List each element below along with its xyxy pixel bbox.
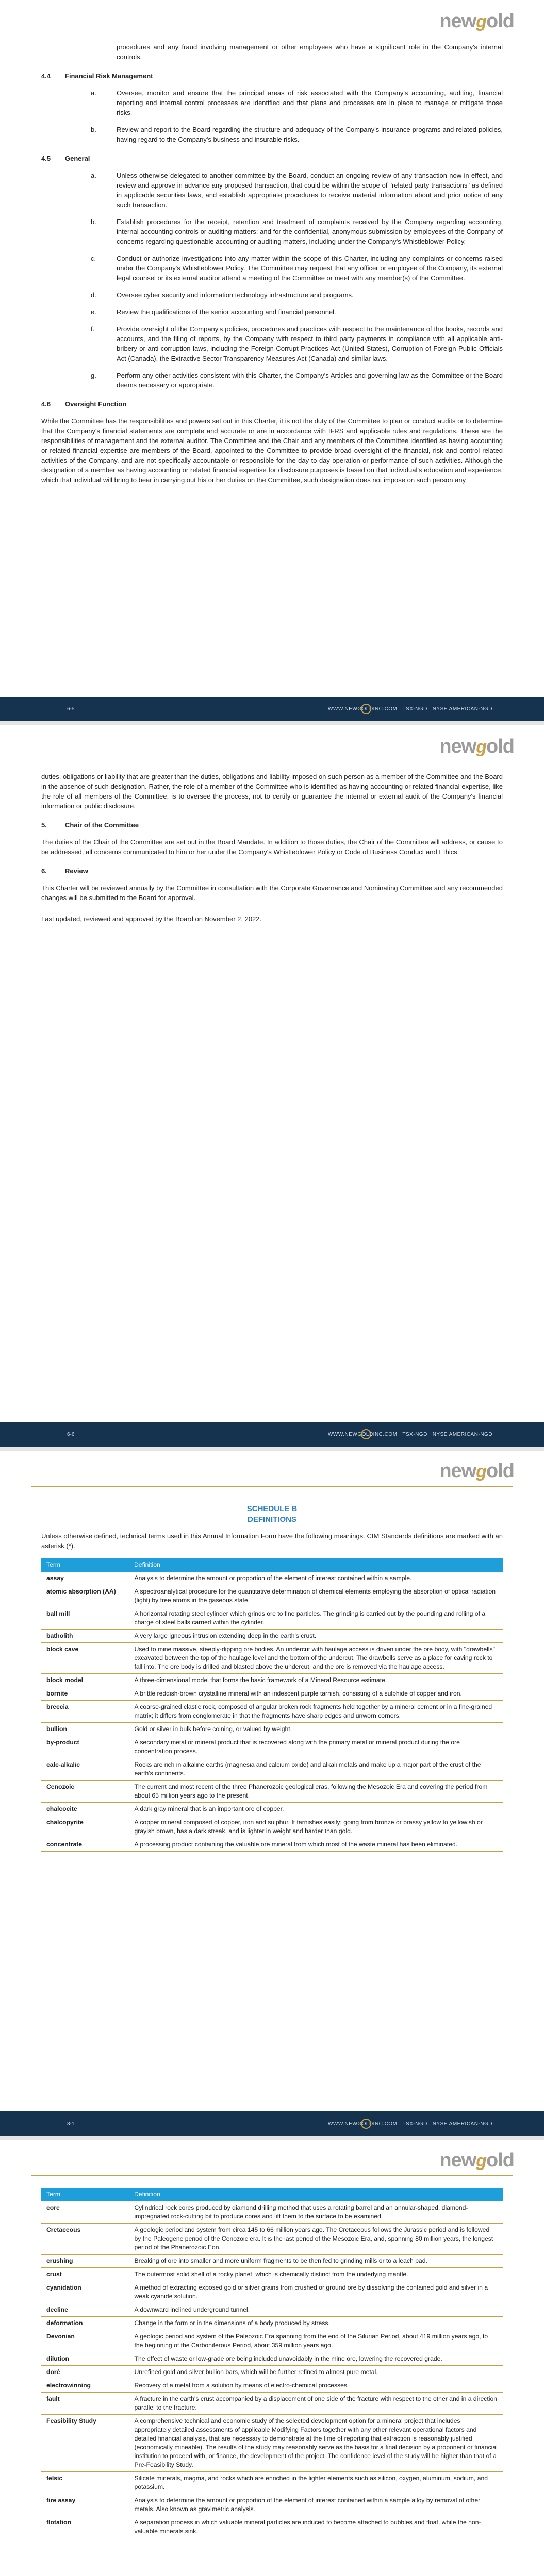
term: calc-alkalic bbox=[41, 1758, 129, 1781]
document-page-1 bbox=[0, 0, 544, 721]
table-row bbox=[41, 1701, 503, 1723]
table-header-row bbox=[41, 1558, 503, 1572]
definitions-table bbox=[41, 1558, 503, 1852]
definitions-intro: Unless otherwise defined, technical terms used in this Annual Information Form have the following meanings. CIM Standards definitions are marked with an asterisk (*). bbox=[41, 1532, 503, 1550]
table-row bbox=[41, 1585, 503, 1607]
footer-contact: WWW.NEWGOLDINC.COM TSX-NGD NYSE AMERICAN-NGD bbox=[327, 1432, 492, 1437]
list-item: a. Oversee, monitor and ensure that the principal areas of risk associated with the Company's accounting, auditing, financial reporting and internal control processes are identified and that plans and processes are in place to manage or mitigate those risks. bbox=[91, 89, 503, 116]
term: atomic absorption (AA) bbox=[41, 1585, 129, 1607]
paragraph: This Charter will be reviewed annually by the Committee in consultation with the Corporate Governance and Nominating Committee and any recommended changes will be submitted to the Board for approval. bbox=[41, 884, 503, 902]
term: Cretaceous bbox=[41, 2224, 129, 2255]
page-number: 6-5 bbox=[67, 706, 75, 712]
list-item: c. Conduct or authorize investigations into any matter within the scope of this Charter, including any complaints or concerns raised under the Company's Whistleblower Policy. The Committee may request that any officer or employee of the Company, its external legal counsel or its external auditor attend a meeting of the Committee or meet with any member(s) of the Committee. bbox=[91, 255, 503, 282]
list-item: f. Provide oversight of the Company's policies, procedures and practices with respect to the maintenance of the books, records and accounts, and the filing of reports, by the Company with respect to third party payments in compliance with all applicable anti-bribery or anti-corruption laws, including the Foreign Corrupt Practices Act (United States), Corruption of Foreign Public Officials Act (Canada), the Extractive Sector Transparency Measures Act (Canada) and similar laws. bbox=[91, 325, 503, 362]
header-rule bbox=[31, 1486, 513, 1487]
table-row bbox=[41, 2379, 503, 2393]
term: Feasibility Study bbox=[41, 2415, 129, 2472]
term: core bbox=[41, 2201, 129, 2224]
last-updated: Last updated, reviewed and approved by the Board on November 2, 2022. bbox=[41, 915, 262, 923]
table-row bbox=[41, 2224, 503, 2255]
table-row bbox=[41, 1816, 503, 1838]
definition-header: Definition bbox=[129, 2188, 503, 2201]
definition: Cylindrical rock cores produced by diamond drilling method that uses a rotating barrel and an annular-shaped, diamond-impregnated rock-cutting bit to produce cores and lift them to the surface to be examined. bbox=[129, 2201, 503, 2224]
table-row bbox=[41, 1723, 503, 1736]
table-row bbox=[41, 1736, 503, 1758]
list-item: a. Unless otherwise delegated to another committee by the Board, conduct an ongoing review of any transaction now in effect, and review and approve in advance any proposed transaction, that could be within the scope of "related party transactions" as defined in applicable securities laws, and establish appropriate procedures to receive material information about and prior notice of any such transaction. bbox=[91, 172, 503, 209]
table-row bbox=[41, 1758, 503, 1781]
document-page-3 bbox=[0, 1451, 544, 2136]
table-row bbox=[41, 2303, 503, 2317]
table-row bbox=[41, 2281, 503, 2303]
list-item: b. Establish procedures for the receipt, retention and treatment of complaints received by the Company regarding accounting, internal accounting controls or auditing matters; and for the confidential, anonymous submission by employees of the Company of concerns regarding questionable accounting or auditing matters, including under the Company's Whistleblower Policy. bbox=[91, 218, 503, 245]
definition: Gold or silver in bulk before coining, or valued by weight. bbox=[129, 1723, 503, 1736]
table-row bbox=[41, 1687, 503, 1701]
definition: A separation process in which valuable mineral particles are induced to become attached to bubbles and float, while the non-valuable minerals sink. bbox=[129, 2516, 503, 2538]
list-item: b. Review and report to the Board regarding the structure and adequacy of the Company's insurance programs and related policies, having regard to the Company's business and insurable risks. bbox=[91, 126, 503, 143]
definition: The outermost solid shell of a rocky planet, which is chemically distinct from the underlying mantle. bbox=[129, 2268, 503, 2281]
header-rule bbox=[31, 2175, 513, 2176]
term: block cave bbox=[41, 1643, 129, 1674]
page-3-body bbox=[41, 1503, 503, 1852]
term: bullion bbox=[41, 1723, 129, 1736]
table-row bbox=[41, 1781, 503, 1803]
table-row bbox=[41, 2317, 503, 2330]
footer-contact: WWW.NEWGOLDINC.COM TSX-NGD NYSE AMERICAN-NGD bbox=[327, 706, 492, 712]
table-row bbox=[41, 1607, 503, 1630]
section-heading: 4.6 Oversight Function bbox=[41, 400, 127, 408]
definition: A fracture in the earth's crust accompanied by a displacement of one side of the fracture with respect to the other and in a direction parallel to the fracture. bbox=[129, 2393, 503, 2415]
definition: A method of extracting exposed gold or silver grains from crushed or ground ore by dissolving the contained gold and silver in a weak cyanide solution. bbox=[129, 2281, 503, 2303]
page-2-body bbox=[41, 772, 503, 932]
page-1-body bbox=[41, 42, 503, 493]
definition: A processing product containing the valuable ore mineral from which most of the waste mineral has been eliminated. bbox=[129, 1838, 503, 1852]
definition: A geologic period and system from circa 145 to 66 million years ago. The Cretaceous follows the Jurassic period and is followed by the Paleogene period of the Cenozoic era. It is the last period of the Mesozoic Era, and, spanning 80 million years, the longest period of the Phanerozoic Eon. bbox=[129, 2224, 503, 2255]
page-footer bbox=[0, 697, 544, 721]
definition: A copper mineral composed of copper, iron and sulphur. It tarnishes easily; going from bronze or brassy yellow to yellowish or grayish brown, has a dark streak, and is lighter in weight and harder than gold. bbox=[129, 1816, 503, 1838]
term: electrowinning bbox=[41, 2379, 129, 2393]
definition: The current and most recent of the three Phanerozoic geological eras, following the Mesozoic Era and covering the period from about 65 million years ago to the present. bbox=[129, 1781, 503, 1803]
schedule-label: SCHEDULE B bbox=[246, 1504, 298, 1513]
table-row bbox=[41, 2352, 503, 2366]
table-header-row bbox=[41, 2188, 503, 2201]
table-row bbox=[41, 1803, 503, 1816]
term: crushing bbox=[41, 2255, 129, 2268]
definition: A downward inclined underground tunnel. bbox=[129, 2303, 503, 2317]
term: batholith bbox=[41, 1630, 129, 1643]
term: decline bbox=[41, 2303, 129, 2317]
page-number: 8-1 bbox=[67, 2121, 75, 2127]
table-row bbox=[41, 2415, 503, 2472]
definition: A spectroanalytical procedure for the quantitative determination of chemical elements employing the absorption of optical radiation (light) by free atoms in the gaseous state. bbox=[129, 1585, 503, 1607]
term: cyanidation bbox=[41, 2281, 129, 2303]
section-heading: 6. Review bbox=[41, 867, 88, 875]
newgold-logo: newgold bbox=[439, 2149, 514, 2171]
definition: A brittle reddish-brown crystalline mineral with an iridescent purple tarnish, consisting of a sulphide of copper and iron. bbox=[129, 1687, 503, 1701]
term: crust bbox=[41, 2268, 129, 2281]
definition: Silicate minerals, magma, and rocks which are enriched in the lighter elements such as silicon, oxygen, aluminum, sodium, and potassium. bbox=[129, 2472, 503, 2494]
document-page-4 bbox=[0, 2140, 544, 2576]
term: Cenozoic bbox=[41, 1781, 129, 1803]
table-row bbox=[41, 2393, 503, 2415]
definition: Used to mine massive, steeply-dipping ore bodies. An undercut with haulage access is driven under the ore body, with "drawbells" excavated between the top of the haulage level and the bottom of the undercut. The drawbells serve as a place for caving rock to fall into. The ore body is drilled and blasted above the undercut, and the ore is removed via the haulage access. bbox=[129, 1643, 503, 1674]
paragraph: The duties of the Chair of the Committee are set out in the Board Mandate. In addition to those duties, the Chair of the Committee will address, or cause to be addressed, all concerns communicated to him or her under the Company's Whistleblower Policy or Code of Business Conduct and Ethics. bbox=[41, 838, 503, 856]
definition: Breaking of ore into smaller and more uniform fragments to be then fed to grinding mills or to a leach pad. bbox=[129, 2255, 503, 2268]
intro-fragment: procedures and any fraud involving management or other employees who have a significant role in the Company's internal controls. bbox=[117, 43, 503, 61]
table-row bbox=[41, 2366, 503, 2379]
section-heading: 4.5 General bbox=[41, 155, 90, 162]
term: bornite bbox=[41, 1687, 129, 1701]
page-number: 6-6 bbox=[67, 1432, 75, 1437]
term: breccia bbox=[41, 1701, 129, 1723]
term: by-product bbox=[41, 1736, 129, 1758]
table-row bbox=[41, 1674, 503, 1687]
paragraph: duties, obligations or liability that are greater than the duties, obligations and liability imposed on such person as a member of the Committee and the Board in the absence of such designation. Rather, the role of a member of the Committee who is identified as having accounting or related financial expertise, like the role of all members of the Committee, is to oversee the process, not to certify or guarantee the internal or external audit of the Company's financial information or public disclosure. bbox=[41, 773, 503, 810]
table-row bbox=[41, 2201, 503, 2224]
list-item: d. Oversee cyber security and information technology infrastructure and programs. bbox=[91, 291, 354, 299]
definition: A very large igneous intrusion extending deep in the earth's crust. bbox=[129, 1630, 503, 1643]
term-header: Term bbox=[41, 2188, 129, 2201]
term: chalcocite bbox=[41, 1803, 129, 1816]
definition: A geologic period and system of the Paleozoic Era spanning from the end of the Silurian Period, about 419 million years ago, to the beginning of the Carboniferous Period, about 359 million years ago. bbox=[129, 2330, 503, 2352]
newgold-logo: newgold bbox=[439, 1460, 514, 1482]
definition: Recovery of a metal from a solution by means of electro-chemical processes. bbox=[129, 2379, 503, 2393]
document-page-2 bbox=[0, 725, 544, 1447]
definition: A secondary metal or mineral product that is recovered along with the primary metal or mineral product during the ore concentration process. bbox=[129, 1736, 503, 1758]
footer-contact: WWW.NEWGOLDINC.COM TSX-NGD NYSE AMERICAN-NGD bbox=[327, 2121, 492, 2127]
table-row bbox=[41, 1838, 503, 1852]
term: block model bbox=[41, 1674, 129, 1687]
table-row bbox=[41, 2472, 503, 2494]
table-row bbox=[41, 1572, 503, 1585]
table-row bbox=[41, 2516, 503, 2538]
definition: Analysis to determine the amount or proportion of the element of interest contained within a sample. bbox=[129, 1572, 503, 1585]
table-row bbox=[41, 2255, 503, 2268]
term: ball mill bbox=[41, 1607, 129, 1630]
section-heading: 4.4 Financial Risk Management bbox=[41, 72, 153, 80]
table-row bbox=[41, 1630, 503, 1643]
definition: Rocks are rich in alkaline earths (magnesia and calcium oxide) and alkali metals and make up a major part of the crust of the earth's continents. bbox=[129, 1758, 503, 1781]
definition: Change in the form or in the dimensions of a body produced by stress. bbox=[129, 2317, 503, 2330]
definition: A coarse-grained clastic rock, composed of angular broken rock fragments held together by a mineral cement or in a fine-grained matrix; it differs from conglomerate in that the fragments have sharp edges and unworn corners. bbox=[129, 1701, 503, 1723]
list-item: g. Perform any other activities consistent with this Charter, the Company's Articles and governing law as the Committee or the Board deems necessary or appropriate. bbox=[91, 371, 503, 389]
term: doré bbox=[41, 2366, 129, 2379]
term: felsic bbox=[41, 2472, 129, 2494]
table-row bbox=[41, 2268, 503, 2281]
definition-header: Definition bbox=[129, 1558, 503, 1572]
newgold-logo: newgold bbox=[439, 10, 514, 32]
definition: A horizontal rotating steel cylinder which grinds ore to fine particles. The grinding is carried out by the pounding and rolling of a charge of steel balls carried within the cylinder. bbox=[129, 1607, 503, 1630]
newgold-logo: newgold bbox=[439, 736, 514, 757]
term: flotation bbox=[41, 2516, 129, 2538]
paragraph: While the Committee has the responsibilities and powers set out in this Charter, it is not the duty of the Committee to plan or conduct audits or to determine that the Company's financial statements are complete and accurate or are in accordance with IFRS and applicable rules and regulations. These are the responsibilities of management and the external auditor. The Committee and the Chair and any members of the Committee identified as having accounting or related financial expertise are members of the Board, appointed to the Committee to provide broad oversight of the financial, risk and control related activities of the Company, and are not specifically accountable or responsible for the day to day operation or performance of such activities. Although the designation of a member as having accounting or related financial expertise for disclosure purposes is based on that individual's education and experience, which that individual will bring to bear in carrying out his or her duties on the Committee, such designation does not impose on such person any bbox=[41, 417, 503, 484]
schedule-title: DEFINITIONS bbox=[247, 1515, 296, 1524]
definition: A dark gray mineral that is an important ore of copper. bbox=[129, 1803, 503, 1816]
term: dilution bbox=[41, 2352, 129, 2366]
table-row bbox=[41, 2494, 503, 2516]
definition: The effect of waste or low-grade ore being included unavoidably in the mine ore, lowering the recovered grade. bbox=[129, 2352, 503, 2366]
definitions-table bbox=[41, 2188, 503, 2538]
definition: A comprehensive technical and economic study of the selected development option for a mineral project that includes appropriately detailed assessments of applicable Modifying Factors together with any other relevant operational factors and detailed financial analysis, that are necessary to demonstrate at the time of reporting that extraction is reasonably justified (economically mineable). The results of the study may reasonably serve as the basis for a final decision by a proponent or financial institution to proceed with, or finance, the development of the project. The confidence level of the study will be higher than that of a Pre-Feasibility Study. bbox=[129, 2415, 503, 2472]
term: fire assay bbox=[41, 2494, 129, 2516]
page-footer bbox=[0, 1422, 544, 1447]
definition: Unrefined gold and silver bullion bars, which will be further refined to almost pure metal. bbox=[129, 2366, 503, 2379]
list-item: e. Review the qualifications of the senior accounting and financial personnel. bbox=[91, 308, 336, 316]
table-row bbox=[41, 1643, 503, 1674]
definition: A three-dimensional model that forms the basic framework of a Mineral Resource estimate. bbox=[129, 1674, 503, 1687]
term: concentrate bbox=[41, 1838, 129, 1852]
section-heading: 5. Chair of the Committee bbox=[41, 821, 139, 829]
term-header: Term bbox=[41, 1558, 129, 1572]
term: assay bbox=[41, 1572, 129, 1585]
table-row bbox=[41, 2330, 503, 2352]
term: Devonian bbox=[41, 2330, 129, 2352]
page-footer bbox=[0, 2111, 544, 2136]
term: fault bbox=[41, 2393, 129, 2415]
term: deformation bbox=[41, 2317, 129, 2330]
term: chalcopyrite bbox=[41, 1816, 129, 1838]
definition: Analysis to determine the amount or proportion of the element of interest contained within a sample alloy by removal of other metals. Also known as gravimetric analysis. bbox=[129, 2494, 503, 2516]
page-4-body bbox=[41, 2188, 503, 2538]
